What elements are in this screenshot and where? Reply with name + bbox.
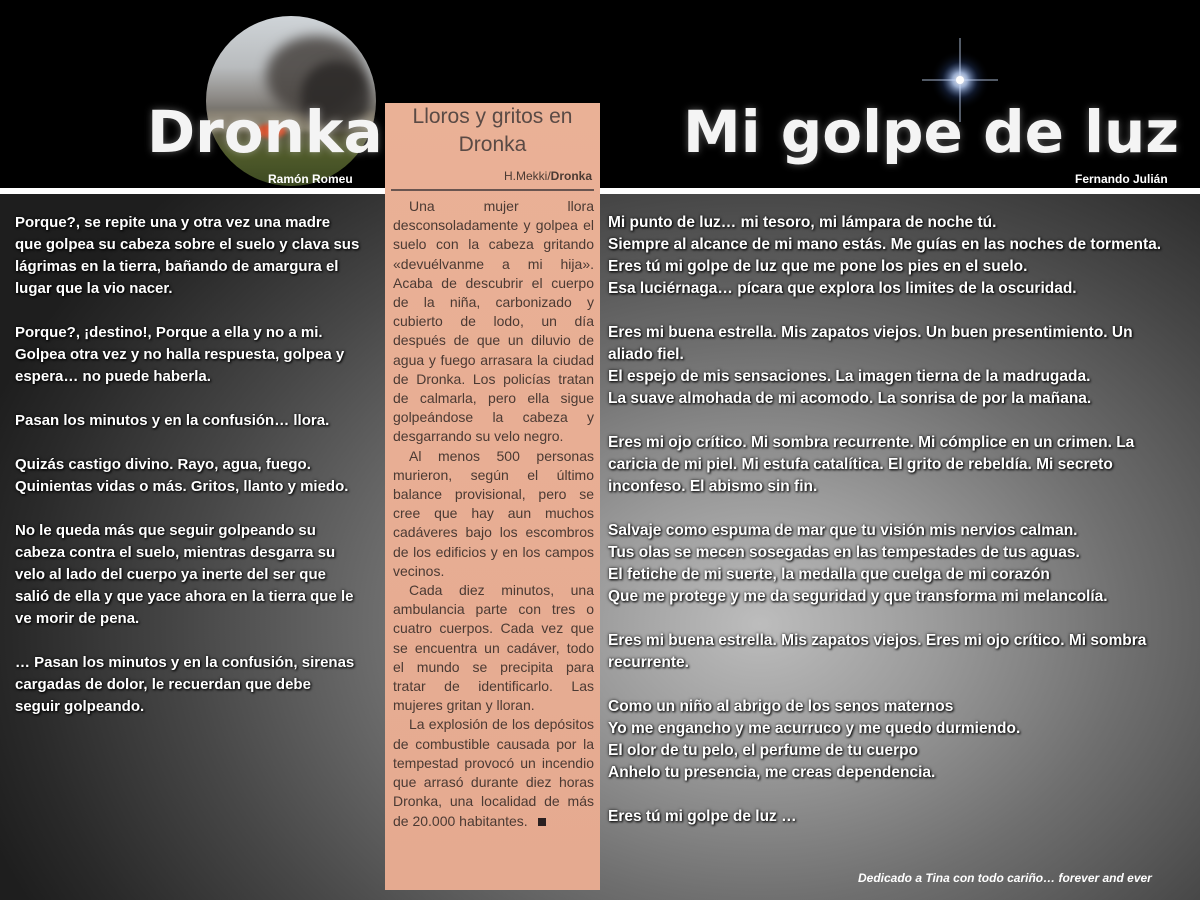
newspaper-clipping bbox=[385, 103, 600, 890]
left-line: … Pasan los minutos y en la confusión, sirenas bbox=[15, 654, 355, 671]
clipping-title-line: Dronka bbox=[458, 133, 527, 156]
clipping-paragraph bbox=[393, 715, 594, 830]
right-stanza bbox=[608, 806, 1188, 828]
clipping-title-line: Lloros y gritos en bbox=[412, 105, 573, 128]
left-stanza bbox=[15, 212, 385, 300]
clipping-byline-place: Dronka bbox=[550, 169, 592, 183]
right-line: El olor de tu pelo, el perfume de tu cuerpo bbox=[608, 742, 919, 759]
left-line: cabeza contra el suelo, mientras desgarra su bbox=[15, 544, 336, 561]
right-line: Anhelo tu presencia, me creas dependencia. bbox=[608, 764, 936, 781]
end-mark-icon bbox=[538, 818, 546, 826]
left-line: lugar que la vio nacer. bbox=[15, 280, 173, 297]
right-line: La suave almohada de mi acomodo. La sonrisa de por la mañana. bbox=[608, 390, 1092, 407]
clipping-rule bbox=[391, 189, 594, 191]
right-line: Yo me engancho y me acurruco y me quedo durmiendo. bbox=[608, 720, 1021, 737]
right-line: Siempre al alcance de mi mano estás. Me guías en las noches de tormenta. bbox=[608, 236, 1162, 253]
right-line: Eres mi buena estrella. Mis zapatos viejos. Eres mi ojo crítico. Mi sombra bbox=[608, 632, 1147, 649]
left-line: salió de ella y que yace ahora en la tierra que le bbox=[15, 588, 354, 605]
right-line: Que me protege y me da seguridad y que transforma mi melancolía. bbox=[608, 588, 1108, 605]
right-line: Eres tú mi golpe de luz que me pone los pies en el suelo. bbox=[608, 258, 1028, 275]
clipping-paragraph: Al menos 500 personas murieron, según el último balance provisional, pero se cree que hay aun muchos cadáveres bajo los escombros de los edificios y en los campos vecinos. bbox=[393, 447, 594, 579]
left-line: Pasan los minutos y en la confusión… llora. bbox=[15, 412, 330, 429]
clipping-byline-author: H.Mekki/ bbox=[503, 169, 551, 183]
dedication: Dedicado a Tina con todo cariño… forever and ever bbox=[858, 871, 1152, 885]
right-stanza bbox=[608, 696, 1188, 784]
right-line: Como un niño al abrigo de los senos maternos bbox=[608, 698, 954, 715]
right-poem bbox=[608, 212, 1188, 850]
right-line: Eres mi ojo crítico. Mi sombra recurrente. Mi cómplice en un crimen. La bbox=[608, 434, 1135, 451]
right-stanza bbox=[608, 520, 1188, 608]
left-line: Quizás castigo divino. Rayo, agua, fuego. bbox=[15, 456, 311, 473]
left-poem bbox=[15, 212, 385, 740]
left-line: lágrimas en la tierra, bañando de amargura el bbox=[15, 258, 339, 275]
clipping-paragraph-text: La explosión de los depósitos de combustible causada por la tempestad provocó un incendio que arrasó durante diez horas Dronka, una localidad de más de 20.000 habitantes. bbox=[393, 716, 594, 829]
right-line: Tus olas se mecen sosegadas en las tempestades de tus aguas. bbox=[608, 544, 1080, 561]
right-line: Salvaje como espuma de mar que tu visión mis nervios calman. bbox=[608, 522, 1078, 539]
right-title: Mi golpe de luz bbox=[683, 98, 1180, 166]
left-line: velo al lado del cuerpo ya inerte del ser que bbox=[15, 566, 326, 583]
left-line: Golpea otra vez y no halla respuesta, golpea y bbox=[15, 346, 345, 363]
right-author: Fernando Julián bbox=[1075, 172, 1168, 186]
right-line: Eres mi buena estrella. Mis zapatos viejos. Un buen presentimiento. Un bbox=[608, 324, 1133, 341]
left-line: Quinientas vidas o más. Gritos, llanto y miedo. bbox=[15, 478, 349, 495]
left-line: cargadas de dolor, le recuerdan que debe bbox=[15, 676, 311, 693]
right-line: El espejo de mis sensaciones. La imagen tierna de la madrugada. bbox=[608, 368, 1091, 385]
right-line: inconfeso. El abismo sin fin. bbox=[608, 478, 818, 495]
right-stanza bbox=[608, 630, 1188, 674]
right-stanza bbox=[608, 432, 1188, 498]
right-stanza bbox=[608, 212, 1188, 300]
clipping-byline bbox=[504, 169, 592, 183]
left-line: que golpea su cabeza sobre el suelo y clava sus bbox=[15, 236, 360, 253]
left-line: espera… no puede haberla. bbox=[15, 368, 211, 385]
clipping-paragraph: Una mujer llora desconsoladamente y golpea el suelo con la cabeza gritando «devuélvanme a mi hija». Acaba de descubrir el cuerpo de la niña, carbonizado y cubierto de lodo, un día después de que un diluvio de agua y fuego arrasara la ciudad de Dronka. Los policías tratan de calmarla, pero ella sigue golpeándose la cabeza y desgarrando su velo negro. bbox=[393, 198, 594, 445]
right-line: Eres tú mi golpe de luz … bbox=[608, 808, 797, 825]
left-stanza bbox=[15, 652, 385, 718]
left-line: Porque?, ¡destino!, Porque a ella y no a mi. bbox=[15, 324, 323, 341]
left-line: No le queda más que seguir golpeando su bbox=[15, 522, 316, 539]
left-title: Dronka bbox=[147, 98, 383, 166]
right-line: Esa luciérnaga… pícara que explora los limites de la oscuridad. bbox=[608, 280, 1077, 297]
left-author: Ramón Romeu bbox=[268, 172, 353, 186]
left-line: seguir golpeando. bbox=[15, 698, 145, 715]
clipping-paragraph: Cada diez minutos, una ambulancia parte con tres o cuatro cuerpos. Cada vez que se encuentra un cadáver, todo el mundo se precipita para tratar de identificarlo. Las mujeres gritan y lloran. bbox=[393, 582, 594, 714]
left-stanza bbox=[15, 454, 385, 498]
left-stanza bbox=[15, 520, 385, 630]
left-stanza bbox=[15, 410, 385, 432]
clipping-title bbox=[385, 103, 600, 159]
right-stanza bbox=[608, 322, 1188, 410]
left-line: Porque?, se repite una y otra vez una madre bbox=[15, 214, 331, 231]
right-line: Mi punto de luz… mi tesoro, mi lámpara de noche tú. bbox=[608, 214, 997, 231]
right-line: caricia de mi piel. Mi estufa catalítica. El grito de rebeldía. Mi secreto bbox=[608, 456, 1113, 473]
left-line: ve morir de pena. bbox=[15, 610, 140, 627]
clipping-body bbox=[393, 197, 594, 831]
left-stanza bbox=[15, 322, 385, 388]
right-line: El fetiche de mi suerte, la medalla que cuelga de mi corazón bbox=[608, 566, 1050, 583]
right-line: aliado fiel. bbox=[608, 346, 684, 363]
right-line: recurrente. bbox=[608, 654, 689, 671]
